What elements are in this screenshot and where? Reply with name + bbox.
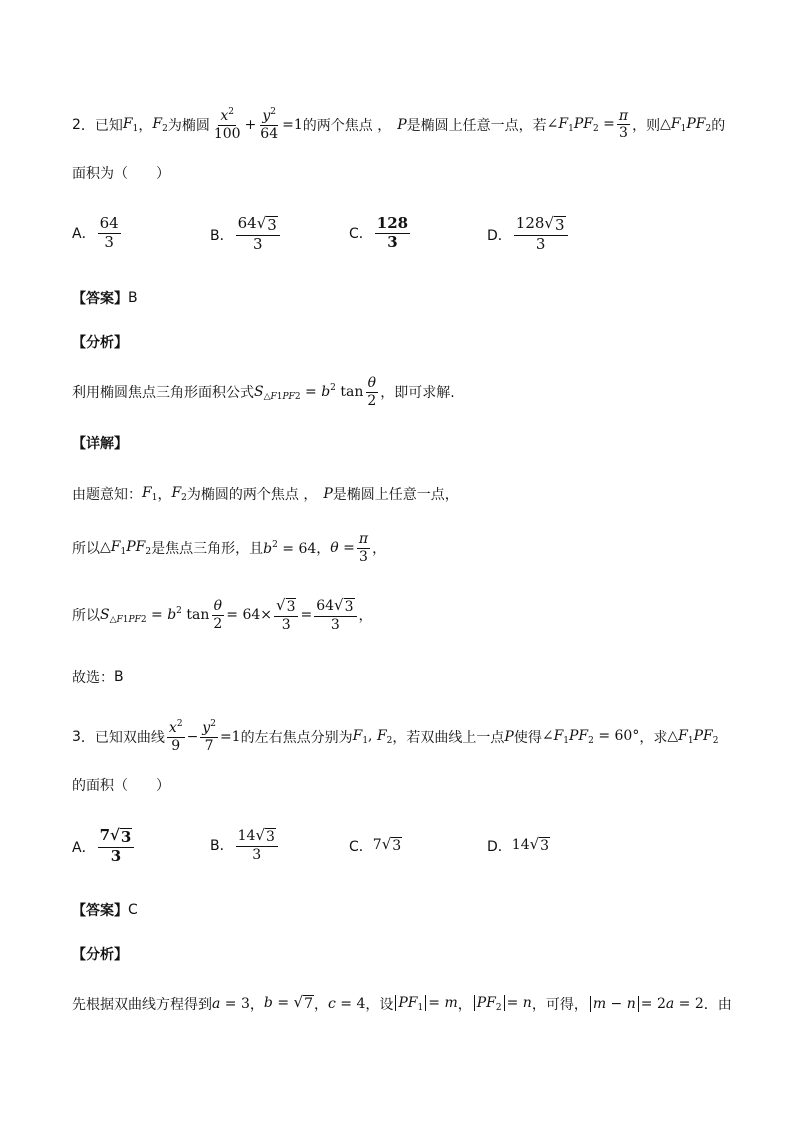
q2-option-c: C． $\frac{128}{3}$ — [349, 214, 409, 251]
q3-analysis-label: 【分析】 — [72, 947, 128, 963]
q3-answer: 【答案】 C — [72, 902, 138, 919]
ellipse-x-term: $\frac{x^2}{100}$ — [213, 107, 241, 142]
q2-detail-line1: 由题意知： $F_1$ ， $F_2$ 为椭圆的两个焦点 ， P 是椭圆上任意一点， — [72, 485, 459, 503]
angle-expression: $\angle F_1PF_2$ = — [546, 115, 615, 134]
q3-number: 3 — [72, 728, 81, 745]
q2-detail-label: 【详解】 — [72, 436, 128, 452]
q3-option-a: A． 7 √ 3 3 — [72, 828, 136, 865]
q2-stem-line1: 2 ．已知 $F_1$ ， $F_2$ 为椭圆 $\frac{x^2}{100}$ + $\frac{y^2}{64}$ =1 的两个焦点 ， P 是椭圆上任意一点，若 $\angle F_1PF_2$ = $\frac{\pi}{3}$ ，则 $\triangle F_1PF_2$ 的 — [72, 107, 726, 142]
ellipse-y-term: $\frac{y^2}{64}$ — [260, 107, 279, 142]
q2-analysis-text: 利用椭圆焦点三角形面积公式 $S_{\triangle F1PF2} = b^2$ tan $\frac{\theta}{2}$ ，即可求解. — [72, 375, 455, 409]
q3-stem-line1: 3 ．已知双曲线 $\frac{x^2}{9}$ − $\frac{y^2}{7}$ =1 的左右焦点分别为 $F_1$, $F_2$ ，若双曲线上一点 P 使得 $\angle F_1PF_2 = 60^\circ$ ，求 $\triangle F_1PF_2$ — [72, 719, 719, 754]
q2-answer: 【答案】 B — [72, 290, 138, 307]
q2-option-a: A． $\frac{64}{3}$ — [72, 214, 119, 251]
q2-analysis-label: 【分析】 — [72, 335, 128, 351]
q3-option-b: B． 14 √ 3 3 — [210, 828, 280, 863]
triangle-expression: $\triangle F_1PF_2$ — [660, 115, 712, 134]
f1-symbol: $F_1$ — [122, 115, 139, 134]
q3-analysis-text: 先根据双曲线方程得到 a = 3 ， b = √ 7 ， c = 4 ，设 $PF_1 = m$ ， $PF_2 = n$ ，可得， m − n = 2a = 2 ．由 — [72, 993, 732, 1013]
q2-selection: 故选： B — [72, 669, 124, 686]
q3-stem-line2: 的面积（ ） — [72, 778, 170, 794]
q2-detail-line2: 所以 $\triangle F_1PF_2$ 是焦点三角形，且 $b^2 = 64$ ， θ = $\frac{\pi}{3}$ ， — [72, 531, 387, 565]
q3-option-d: D． 14 √ 3 — [487, 835, 550, 855]
q2-number: 2 — [72, 116, 81, 133]
q2-option-b: B． 64 √ 3 3 — [210, 216, 282, 253]
q3-option-c: C． 7 √ 3 — [349, 835, 402, 855]
q2-stem-line2: 面积为（ ） — [72, 166, 170, 182]
q2-detail-line3: 所以 $S_{\triangle F1PF2} = b^2$ tan $\frac{\theta}{2}$ = 64× √ 3 3 = 64 √ 3 3 ， — [72, 596, 373, 634]
f2-symbol: $F_2$ — [152, 115, 168, 134]
q2-option-d: D． 128 √ 3 3 — [487, 216, 570, 253]
